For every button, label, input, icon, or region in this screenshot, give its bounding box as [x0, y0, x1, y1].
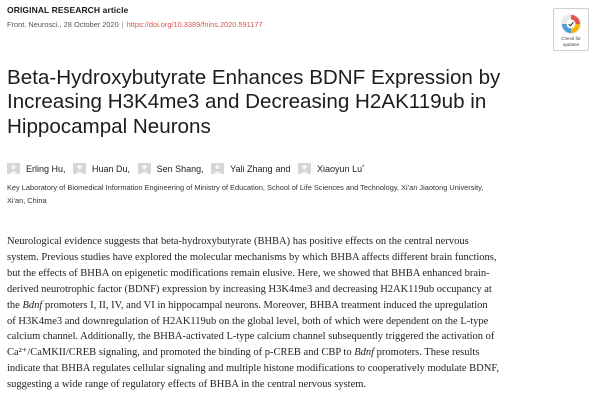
author-avatar-icon [73, 163, 86, 174]
abstract-line [7, 345, 595, 361]
abstract-line: calcium channel. Additionally, the BHBA-activated L-type calcium channel subsequently triggered the activation of [7, 331, 495, 343]
author-entry[interactable] [7, 163, 66, 174]
gene-name: Bdnf [354, 347, 375, 359]
abstract-text: Ca²⁺/CaMKII/CREB signaling, and promoted the binding of p-CREB and CBP to [7, 347, 355, 359]
author-name[interactable]: Erling Hu, [26, 164, 66, 174]
abstract-line: indicate that BHBA regulates cellular signaling and multiple histone modifications to cooperatively modulate BDNF, [7, 363, 499, 375]
article-title [7, 66, 567, 139]
author-entry[interactable] [211, 163, 290, 174]
author-conjunction: and [275, 164, 291, 174]
publication-meta [7, 20, 263, 29]
check-for-updates-icon [560, 13, 582, 35]
author-list [7, 163, 587, 174]
author-entry[interactable] [138, 163, 204, 174]
author-name[interactable]: Sen Shang, [156, 164, 204, 174]
author-name[interactable]: Yali Zhang [230, 164, 273, 174]
title-line: Increasing H3K4me3 and Decreasing H2AK119ub in [7, 90, 487, 114]
check-for-updates-line2: updates [562, 42, 580, 47]
check-for-updates-line1: Check for [561, 36, 581, 41]
affiliation-line: Key Laboratory of Biomedical Information Engineering of Ministry of Education, School of Life Sciences and Technology, Xi'an Jiaotong University, [7, 183, 484, 192]
corresponding-author-mark: * [362, 165, 365, 171]
title-line: Beta-Hydroxybutyrate Enhances BDNF Expression by [7, 66, 501, 89]
abstract-line: suggesting a wide range of regulatory effects of BHBA in the central nervous system. [7, 379, 367, 391]
article-type-label: ORIGINAL RESEARCH article [7, 5, 129, 15]
abstract-line [7, 298, 595, 314]
abstract-line: of H3K4me3 and downregulation of H2AK119ub on the global level, both of which were dependent on the L-type [7, 315, 489, 327]
affiliation [7, 182, 593, 207]
abstract-text: promoters. These results [374, 347, 480, 359]
abstract-text: promoters I, II, IV, and VI in hippocampal neurons. Moreover, BHBA treatment induced the upregulation [42, 299, 488, 311]
gene-name: Bdnf [22, 299, 43, 311]
doi-link[interactable]: https://doi.org/10.3389/fnins.2020.591177 [126, 20, 263, 29]
check-for-updates-button[interactable] [553, 8, 589, 51]
author-entry[interactable] [298, 163, 364, 174]
author-avatar-icon [211, 163, 224, 174]
title-line: Hippocampal Neurons [7, 114, 211, 138]
abstract-line: Neurological evidence suggests that beta-hydroxybutyrate (BHBA) has positive effects on the central nervous [7, 236, 469, 247]
author-avatar-icon [7, 163, 20, 174]
meta-separator: | [121, 20, 124, 29]
author-avatar-icon [138, 163, 151, 174]
abstract-line: system. Previous studies have explored the molecular mechanisms by which BHBA affects different brain functions, [7, 251, 497, 263]
abstract-line: but the effects of BHBA on epigenetic modifications remain elusive. Here, we showed that BHBA enhanced brain- [7, 267, 490, 279]
abstract-line: derived neurotrophic factor (BDNF) expression by increasing H3K4me3 and decreasing H2AK119ub occupancy at [7, 283, 492, 295]
author-entry[interactable] [73, 163, 130, 174]
abstract-text: the [7, 299, 23, 311]
journal-date: Front. Neurosci., 28 October 2020 [7, 20, 119, 29]
author-name[interactable]: Huan Du, [92, 164, 131, 174]
affiliation-line: Xi'an, China [7, 195, 47, 205]
abstract [7, 234, 595, 393]
author-avatar-icon [298, 163, 311, 174]
author-name[interactable]: Xiaoyun Lu [317, 164, 363, 174]
